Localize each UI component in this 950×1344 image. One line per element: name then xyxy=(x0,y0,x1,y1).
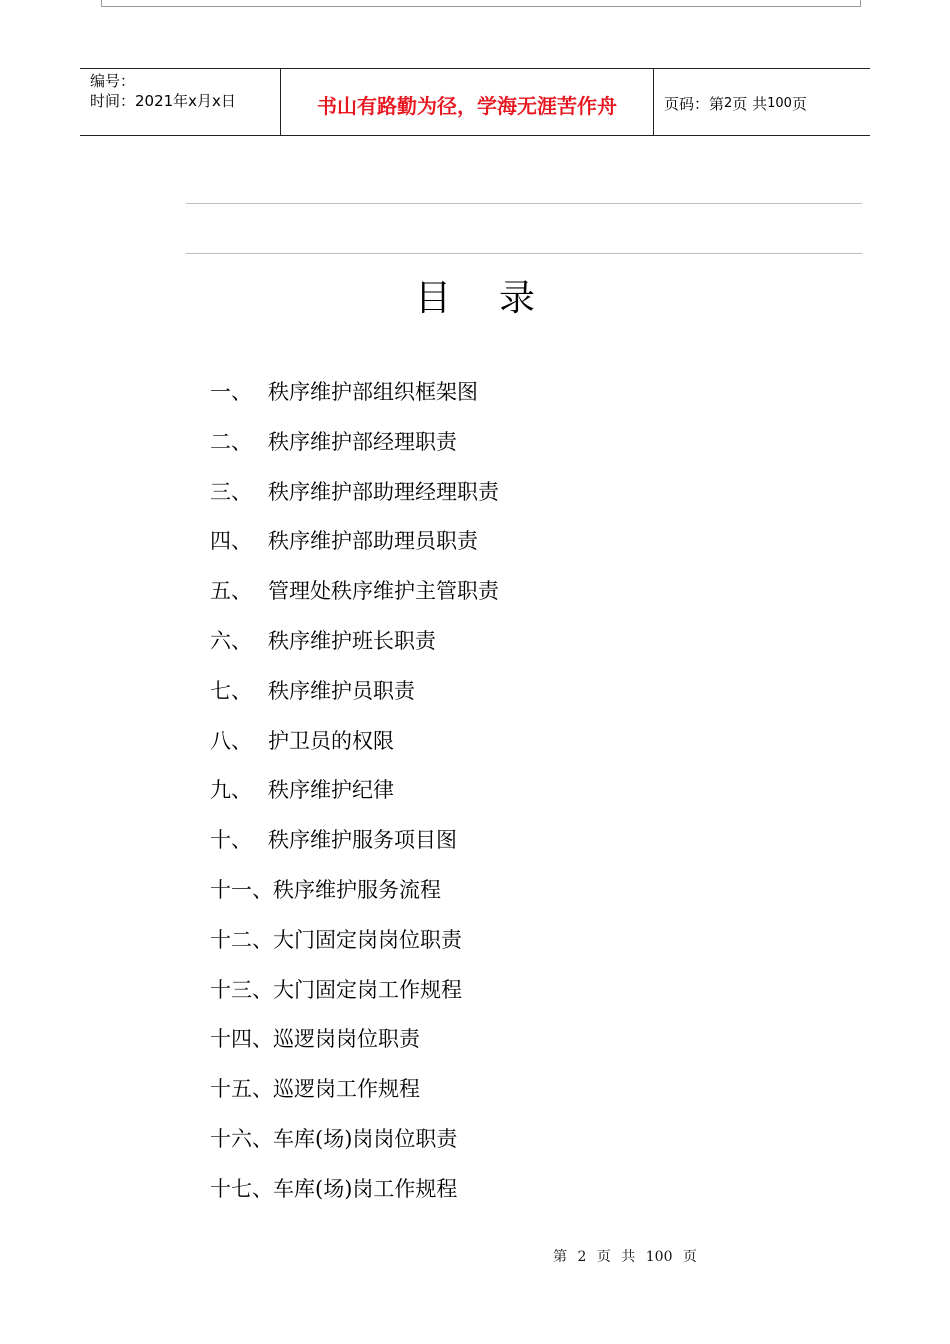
toc-item[interactable] xyxy=(210,425,499,475)
toc-item-number: 三、 xyxy=(210,479,252,504)
toc-item-label: 秩序维护纪律 xyxy=(268,778,394,803)
header-motto-cell xyxy=(281,69,654,135)
toc-item-number: 十一、 xyxy=(210,877,273,902)
toc-item[interactable] xyxy=(210,375,499,425)
toc-item-label: 秩序维护部助理员职责 xyxy=(268,529,478,554)
number-label: 编号： xyxy=(90,72,136,90)
toc-item-number: 十、 xyxy=(210,828,252,853)
toc-title: 目录 xyxy=(414,278,583,319)
page-prefix: 页码：第 xyxy=(664,94,725,113)
toc-item-label: 秩序维护部组织框架图 xyxy=(268,380,478,404)
time-label: 时间：2021年x月x日 xyxy=(90,92,236,110)
header-page-cell xyxy=(654,69,870,135)
header-meta-cell xyxy=(80,69,281,135)
toc-item[interactable] xyxy=(210,574,499,624)
toc-item-number: 十五、 xyxy=(210,1077,273,1102)
toc-item[interactable] xyxy=(210,873,499,923)
toc-item[interactable] xyxy=(210,1022,499,1072)
toc-item-label: 巡逻岗工作规程 xyxy=(273,1077,420,1102)
toc-item-label: 秩序维护部助理经理职责 xyxy=(268,479,499,504)
toc-item-number: 九、 xyxy=(210,778,252,803)
toc-item[interactable] xyxy=(210,773,499,823)
toc-item-label: 护卫员的权限 xyxy=(268,728,394,753)
table-of-contents xyxy=(210,375,499,1222)
page-footer: 第 2 页 共 100 页 xyxy=(553,1249,697,1265)
toc-item[interactable] xyxy=(210,973,499,1023)
toc-item-label: 大门固定岗岗位职责 xyxy=(273,927,462,952)
top-frame-border xyxy=(101,0,861,7)
toc-item-label: 秩序维护服务流程 xyxy=(273,877,441,902)
page-number: 2 xyxy=(724,95,733,111)
toc-item[interactable] xyxy=(210,624,499,674)
toc-item-number: 十四、 xyxy=(210,1027,273,1052)
toc-item-label: 秩序维护服务项目图 xyxy=(268,828,457,853)
page-mid: 页 共 xyxy=(732,94,768,113)
toc-item[interactable] xyxy=(210,823,499,873)
toc-item[interactable] xyxy=(210,1172,499,1222)
toc-item-label: 巡逻岗岗位职责 xyxy=(273,1027,420,1052)
toc-item-label: 车库(场)岗岗位职责 xyxy=(273,1126,458,1151)
motto-text: 书山有路勤为径，学海无涯苦作舟 xyxy=(317,93,617,118)
toc-item-number: 一、 xyxy=(210,380,252,404)
toc-item-number: 十三、 xyxy=(210,977,273,1002)
toc-item[interactable] xyxy=(210,524,499,574)
toc-item-number: 二、 xyxy=(210,429,252,454)
divider-line xyxy=(186,253,862,254)
toc-item-label: 车库(场)岗工作规程 xyxy=(273,1176,458,1201)
toc-item-label: 秩序维护部经理职责 xyxy=(268,429,457,454)
toc-item-number: 十二、 xyxy=(210,927,273,952)
toc-item-label: 管理处秩序维护主管职责 xyxy=(268,579,499,604)
toc-item-number: 四、 xyxy=(210,529,252,554)
document-header xyxy=(80,68,870,136)
toc-item-label: 秩序维护班长职责 xyxy=(268,628,436,653)
toc-item-number: 六、 xyxy=(210,628,252,653)
toc-item-number: 五、 xyxy=(210,579,252,604)
toc-item[interactable] xyxy=(210,1122,499,1172)
toc-item-label: 大门固定岗工作规程 xyxy=(273,977,462,1002)
toc-item-number: 十六、 xyxy=(210,1126,273,1151)
toc-item[interactable] xyxy=(210,674,499,724)
toc-item[interactable] xyxy=(210,475,499,525)
toc-item-number: 十七、 xyxy=(210,1176,273,1201)
toc-item-number: 七、 xyxy=(210,678,252,703)
page-suffix: 页 xyxy=(791,94,807,113)
toc-item-number: 八、 xyxy=(210,728,252,753)
divider-line xyxy=(186,203,862,204)
toc-item[interactable] xyxy=(210,923,499,973)
toc-item[interactable] xyxy=(210,724,499,774)
toc-item-label: 秩序维护员职责 xyxy=(268,678,415,703)
toc-item[interactable] xyxy=(210,1072,499,1122)
page-total: 100 xyxy=(767,95,792,111)
